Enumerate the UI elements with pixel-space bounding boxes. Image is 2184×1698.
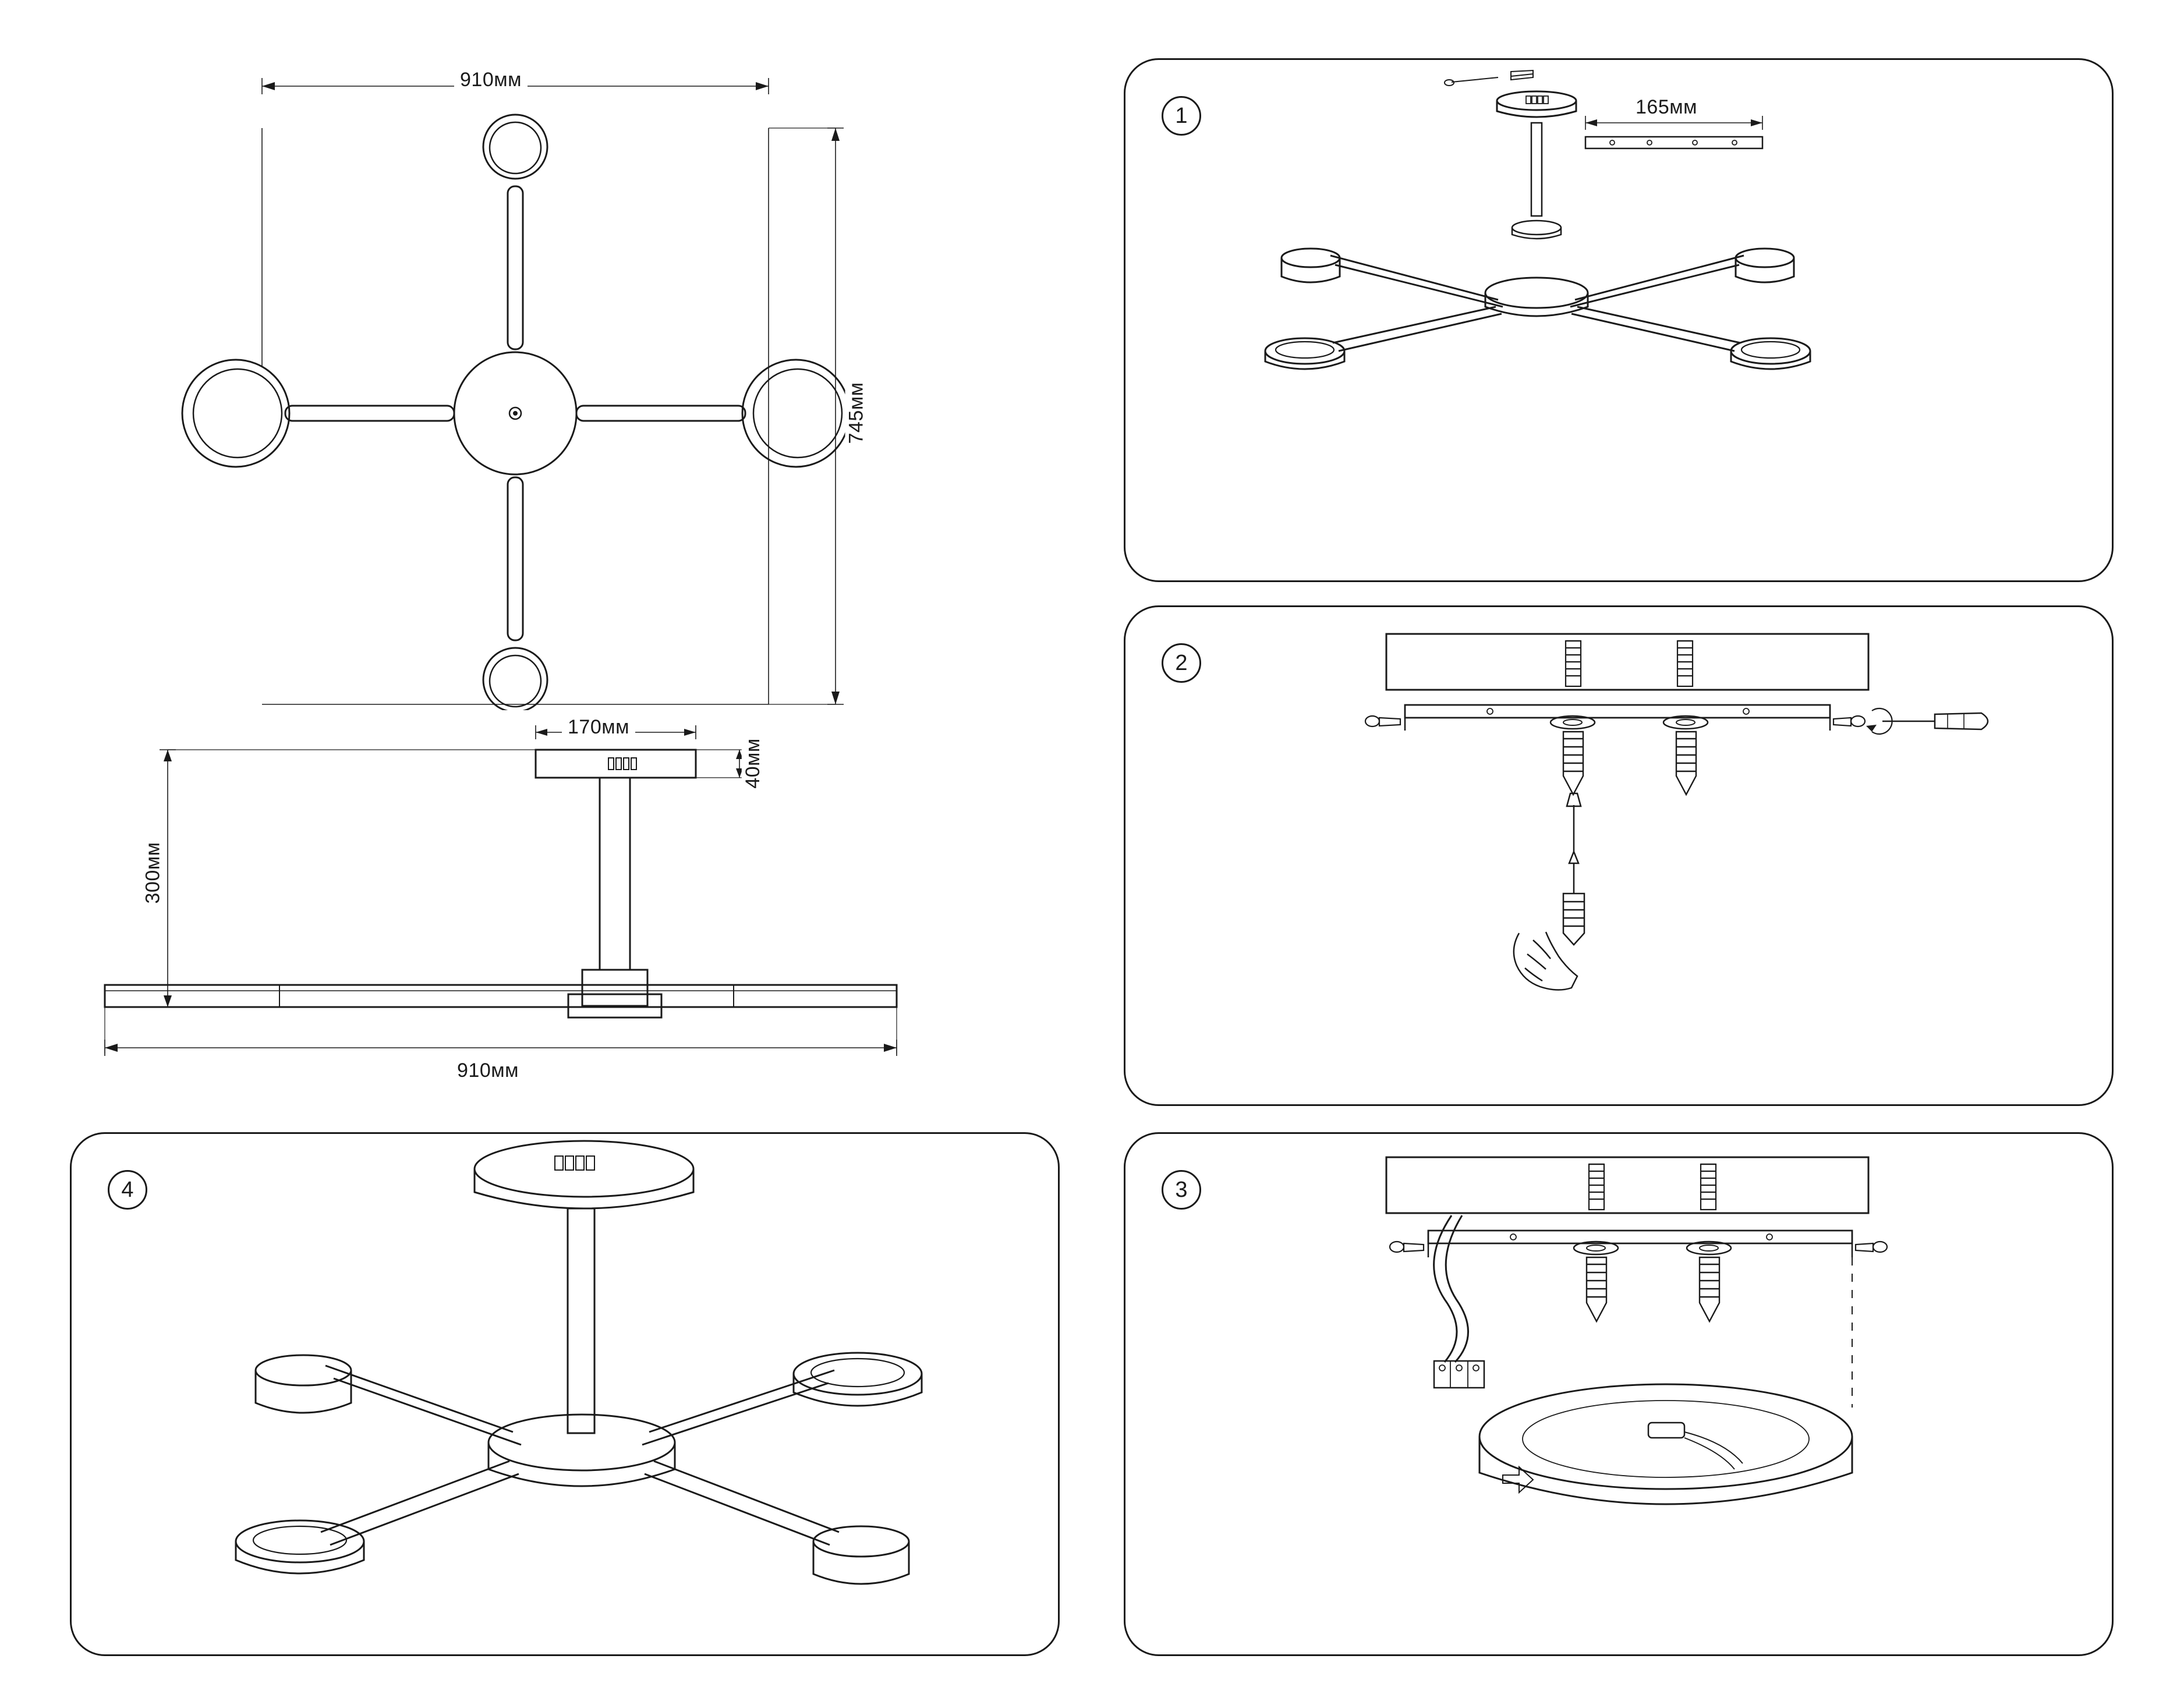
step-3-number: 3 — [1175, 1177, 1188, 1202]
step-1-panel — [1124, 58, 2114, 582]
step-1-number: 1 — [1175, 103, 1188, 128]
top-view-panel — [70, 41, 1071, 710]
step-2-number: 2 — [1175, 650, 1188, 675]
step-4-badge — [108, 1170, 147, 1210]
step-3-panel — [1124, 1132, 2114, 1656]
dim-canopy-width: 170мм — [562, 716, 635, 739]
side-view-panel — [70, 716, 1071, 1118]
dim-top-width: 910мм — [454, 69, 528, 91]
step-2-panel — [1124, 605, 2114, 1106]
dim-side-width: 910мм — [451, 1059, 525, 1082]
step-4-svg — [72, 1134, 1058, 1654]
step-1-svg — [1125, 60, 2112, 580]
dim-canopy-height: 40мм — [742, 732, 764, 795]
step-3-svg — [1125, 1134, 2112, 1654]
step-2-svg — [1125, 607, 2112, 1104]
step-4-panel — [70, 1132, 1060, 1656]
step-4-number: 4 — [121, 1177, 134, 1202]
dim-total-height: 300мм — [141, 836, 164, 910]
step-2-badge — [1162, 643, 1201, 683]
dim-bracket-width: 165мм — [1630, 96, 1703, 119]
step-1-badge — [1162, 96, 1201, 136]
side-view-svg — [70, 716, 1071, 1118]
step-3-badge — [1162, 1170, 1201, 1210]
top-view-svg — [70, 41, 1071, 710]
dim-top-height: 745мм — [845, 377, 868, 450]
